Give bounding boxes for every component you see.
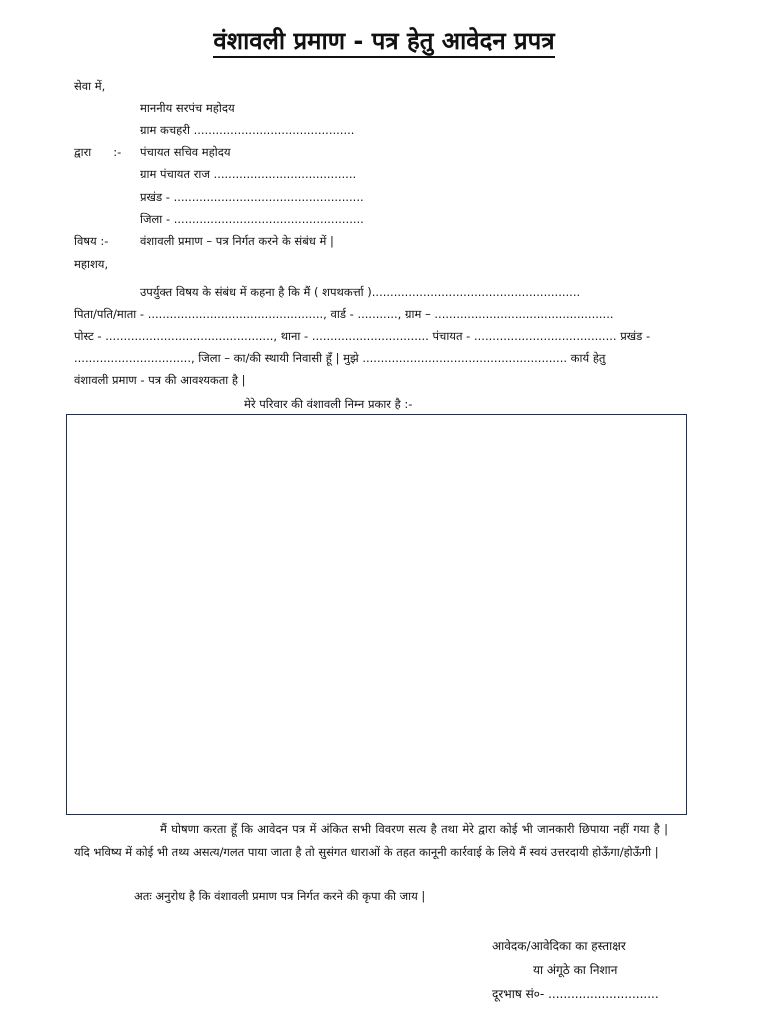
body-line-5: वंशावली प्रमाण - पत्र की आवश्यकता है | [74, 373, 246, 387]
declaration-text: मैं घोषणा करता हूँ कि आवेदन पत्र में अंकित सभी विवरण सत्य है तथा मेरे द्वारा कोई भी जानकारी छिपाया नहीं गया है | यदि भविष्य में कोई भी तथ्य असत्य/गलत पाया जाता है तो सुसंगत धाराओं के तहत कानूनी कार्रवाई के लिये मैं स्वयं उत्तरदायी होऊँगा/होऊँगी | [74, 822, 668, 859]
declaration-paragraph [74, 818, 668, 863]
form-title-text: वंशावली प्रमाण - पत्र हेतु आवेदन प्रपत्र [213, 27, 554, 58]
salutation-to: सेवा में, [74, 79, 106, 93]
address-line-sarpanch: माननीय सरपंच महोदय [140, 101, 235, 115]
via-label: द्वारा :- [74, 145, 122, 159]
thumb-impression-label: या अंगूठे का निशान [533, 963, 618, 977]
applicant-signature-label: आवेदक/आवेदिका का हस्ताक्षर [492, 939, 626, 953]
address-line-district: जिला - .................................................... [140, 212, 364, 226]
salutation-sir: महाशय, [74, 257, 109, 271]
body-line-3: पोस्ट - .............................................., थाना - ................................ पंचायत - ....................................... प्रखंड - [74, 329, 651, 343]
family-tree-heading: मेरे परिवार की वंशावली निम्न प्रकार है :- [244, 397, 413, 411]
body-line-2: पिता/पति/माता - ................................................, वार्ड - ..........., ग्राम – ................................................. [74, 307, 614, 321]
form-title [0, 24, 768, 57]
address-line-panchayat-raj: ग्राम पंचायत राज ....................................... [140, 167, 357, 181]
address-line-block: प्रखंड - .................................................... [140, 190, 364, 204]
body-line-1: उपर्युक्त विषय के संबंध में कहना है कि मैं ( शपथकर्त्ता )......................................................... [140, 285, 581, 299]
subject-label: विषय :- [74, 234, 109, 248]
family-tree-box[interactable] [66, 414, 687, 815]
address-line-gram-kachahari: ग्राम कचहरी ............................................ [140, 123, 355, 137]
address-line-secretary: पंचायत सचिव महोदय [140, 145, 231, 159]
request-text: अतः अनुरोध है कि वंशावली प्रमाण पत्र निर्गत करने की कृपा की जाय | [134, 889, 426, 903]
subject-text: वंशावली प्रमाण – पत्र निर्गत करने के संबंध में | [140, 234, 334, 248]
phone-number-field[interactable]: दूरभाष सं०- ............................. [492, 987, 659, 1001]
body-line-4: ................................, जिला – का/की स्थायी निवासी हूँ | मुझे ........................................................ कार्य हेतु [74, 351, 606, 365]
